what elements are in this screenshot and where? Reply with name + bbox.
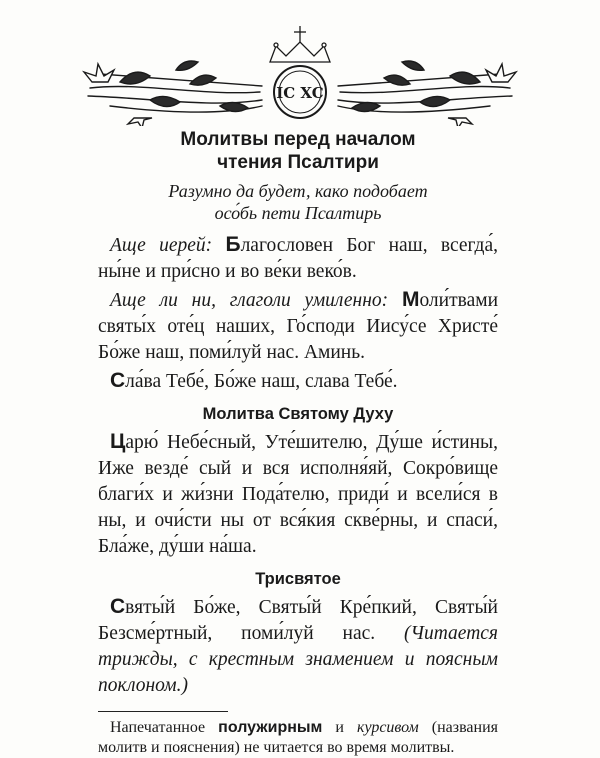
paragraph-priest-blessing: Аще иерей: Благословен Бог наш, всегда́, ны́не и при́сно и во ве́ки веко́в. bbox=[98, 233, 499, 282]
main-text bbox=[98, 128, 498, 758]
paragraph-glory: Сла́ва Тебе́, Бо́же наш, слава Тебе́. bbox=[110, 369, 398, 392]
prayer-trisagion: Святы́й Бо́же, Святы́й Кре́пкий, Святы́й Безсме́ртный, поми́луй нас. (Читается трижды, с крестным знамением и поясным поклоном.) bbox=[98, 595, 498, 696]
page-subtitle: Разумно да будет, како подобает осо́бь пети Псалтирь bbox=[168, 181, 428, 223]
page-title: Молитвы перед началом чтения Псалтири bbox=[180, 129, 416, 173]
prayer-holy-spirit: Царю́ Небе́сный, Уте́шителю, Ду́ше и́стины, Иже везде́ сый и вся исполня́яй, Сокро́вище благи́х и жи́зни Пода́телю, приди́ и всели́ся в ны, и очи́сти ны от вся́кия скве́рны, и спаси́, Бла́же, ду́ши на́ша. bbox=[98, 430, 498, 557]
footnote-divider bbox=[98, 711, 228, 712]
floral-ornament-header bbox=[80, 22, 520, 126]
ihs-monogram: IC XC bbox=[276, 84, 324, 102]
section-title-trisagion: Трисвятое bbox=[255, 570, 341, 588]
paragraph-layman-prayer: Аще ли ни, глаголи умиленно: Моли́твами святы́х оте́ц наших, Го́споди Иису́се Христе́ Бо́же наш, поми́луй нас. Аминь. bbox=[98, 288, 498, 363]
footnote: Напечатанное полужирным и курсивом (названия молитв и пояснения) не читается во время молитвы. bbox=[98, 719, 499, 756]
section-title-holy-spirit: Молитва Святому Духу bbox=[202, 405, 394, 423]
